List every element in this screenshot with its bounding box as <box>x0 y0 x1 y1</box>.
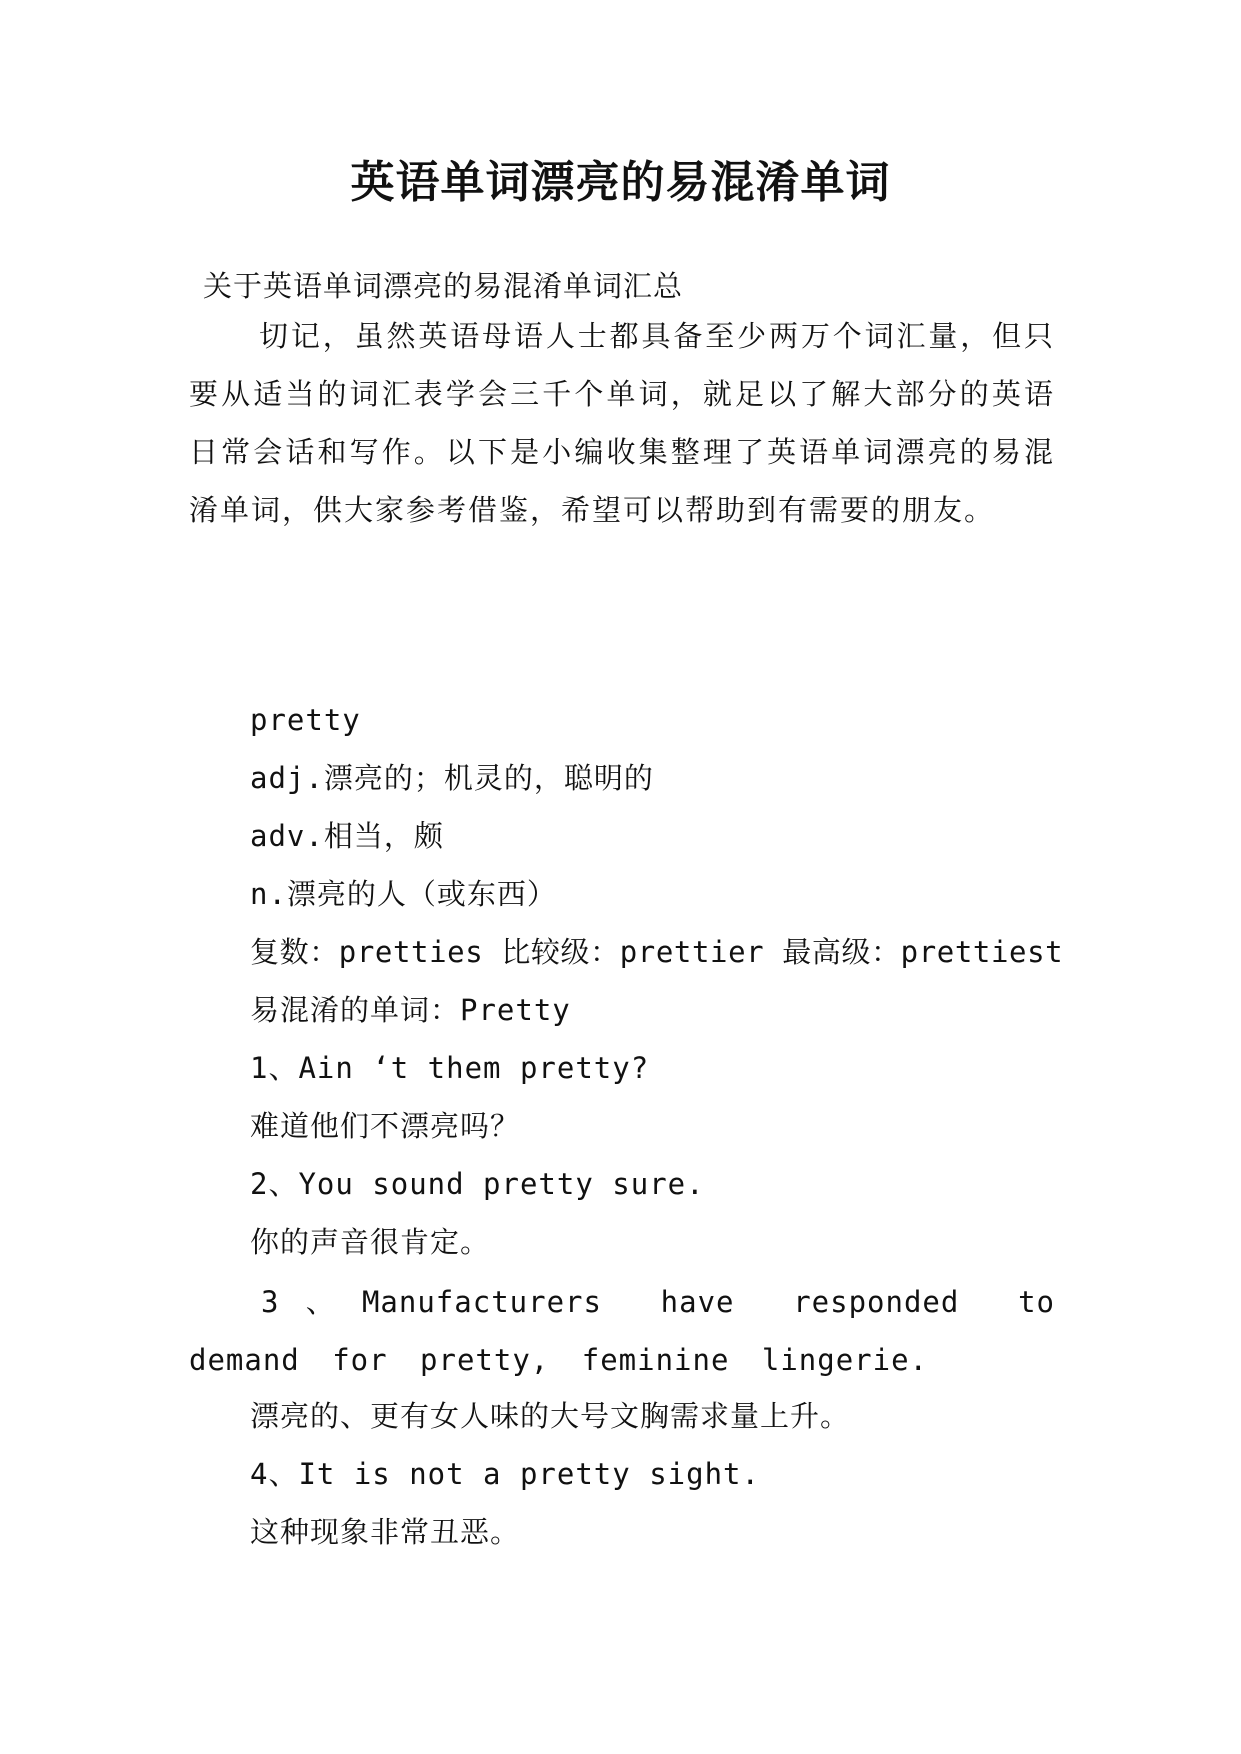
subtitle: 关于英语单词漂亮的易混淆单词汇总 <box>203 269 684 303</box>
page-title: 英语单词漂亮的易混淆单词 <box>350 157 891 208</box>
entry-word: pretty <box>250 703 361 737</box>
example-sentence-4: 4、It is not a pretty sight. <box>250 1457 760 1491</box>
intro-paragraph: 切记，虽然英语母语人士都具备至少两万个词汇量，但只要从适当的词汇表学会三千个单词，就足以了解大部分的英语日常会话和写作。以下是小编收集整理了英语单词漂亮的易混淆单词，供大家参考借鉴，希望可以帮助到有需要的朋友。 <box>189 319 1055 527</box>
entry-word-forms: 复数：pretties 比较级：prettier 最高级：prettiest <box>250 935 1064 969</box>
example-translation-4: 这种现象非常丑恶。 <box>250 1515 521 1549</box>
entry-confusable: 易混淆的单词：Pretty <box>250 993 571 1027</box>
entry-adv-definition: adv.相当，颇 <box>250 819 444 853</box>
example-translation-2: 你的声音很肯定。 <box>250 1225 491 1259</box>
example-translation-3: 漂亮的、更有女人味的大号文胸需求量上升。 <box>250 1399 851 1433</box>
example-translation-1: 难道他们不漂亮吗？ <box>250 1109 521 1143</box>
example-sentence-2: 2、You sound pretty sure. <box>250 1167 705 1201</box>
entry-adj-definition: adj.漂亮的；机灵的，聪明的 <box>250 761 654 795</box>
example-sentence-3: 3、Manufacturers have responded to demand for pretty, feminine lingerie. <box>189 1285 1055 1377</box>
example-sentence-1: 1、Ain ‘t them pretty? <box>250 1051 650 1085</box>
entry-noun-definition: n.漂亮的人（或东西） <box>250 877 557 911</box>
